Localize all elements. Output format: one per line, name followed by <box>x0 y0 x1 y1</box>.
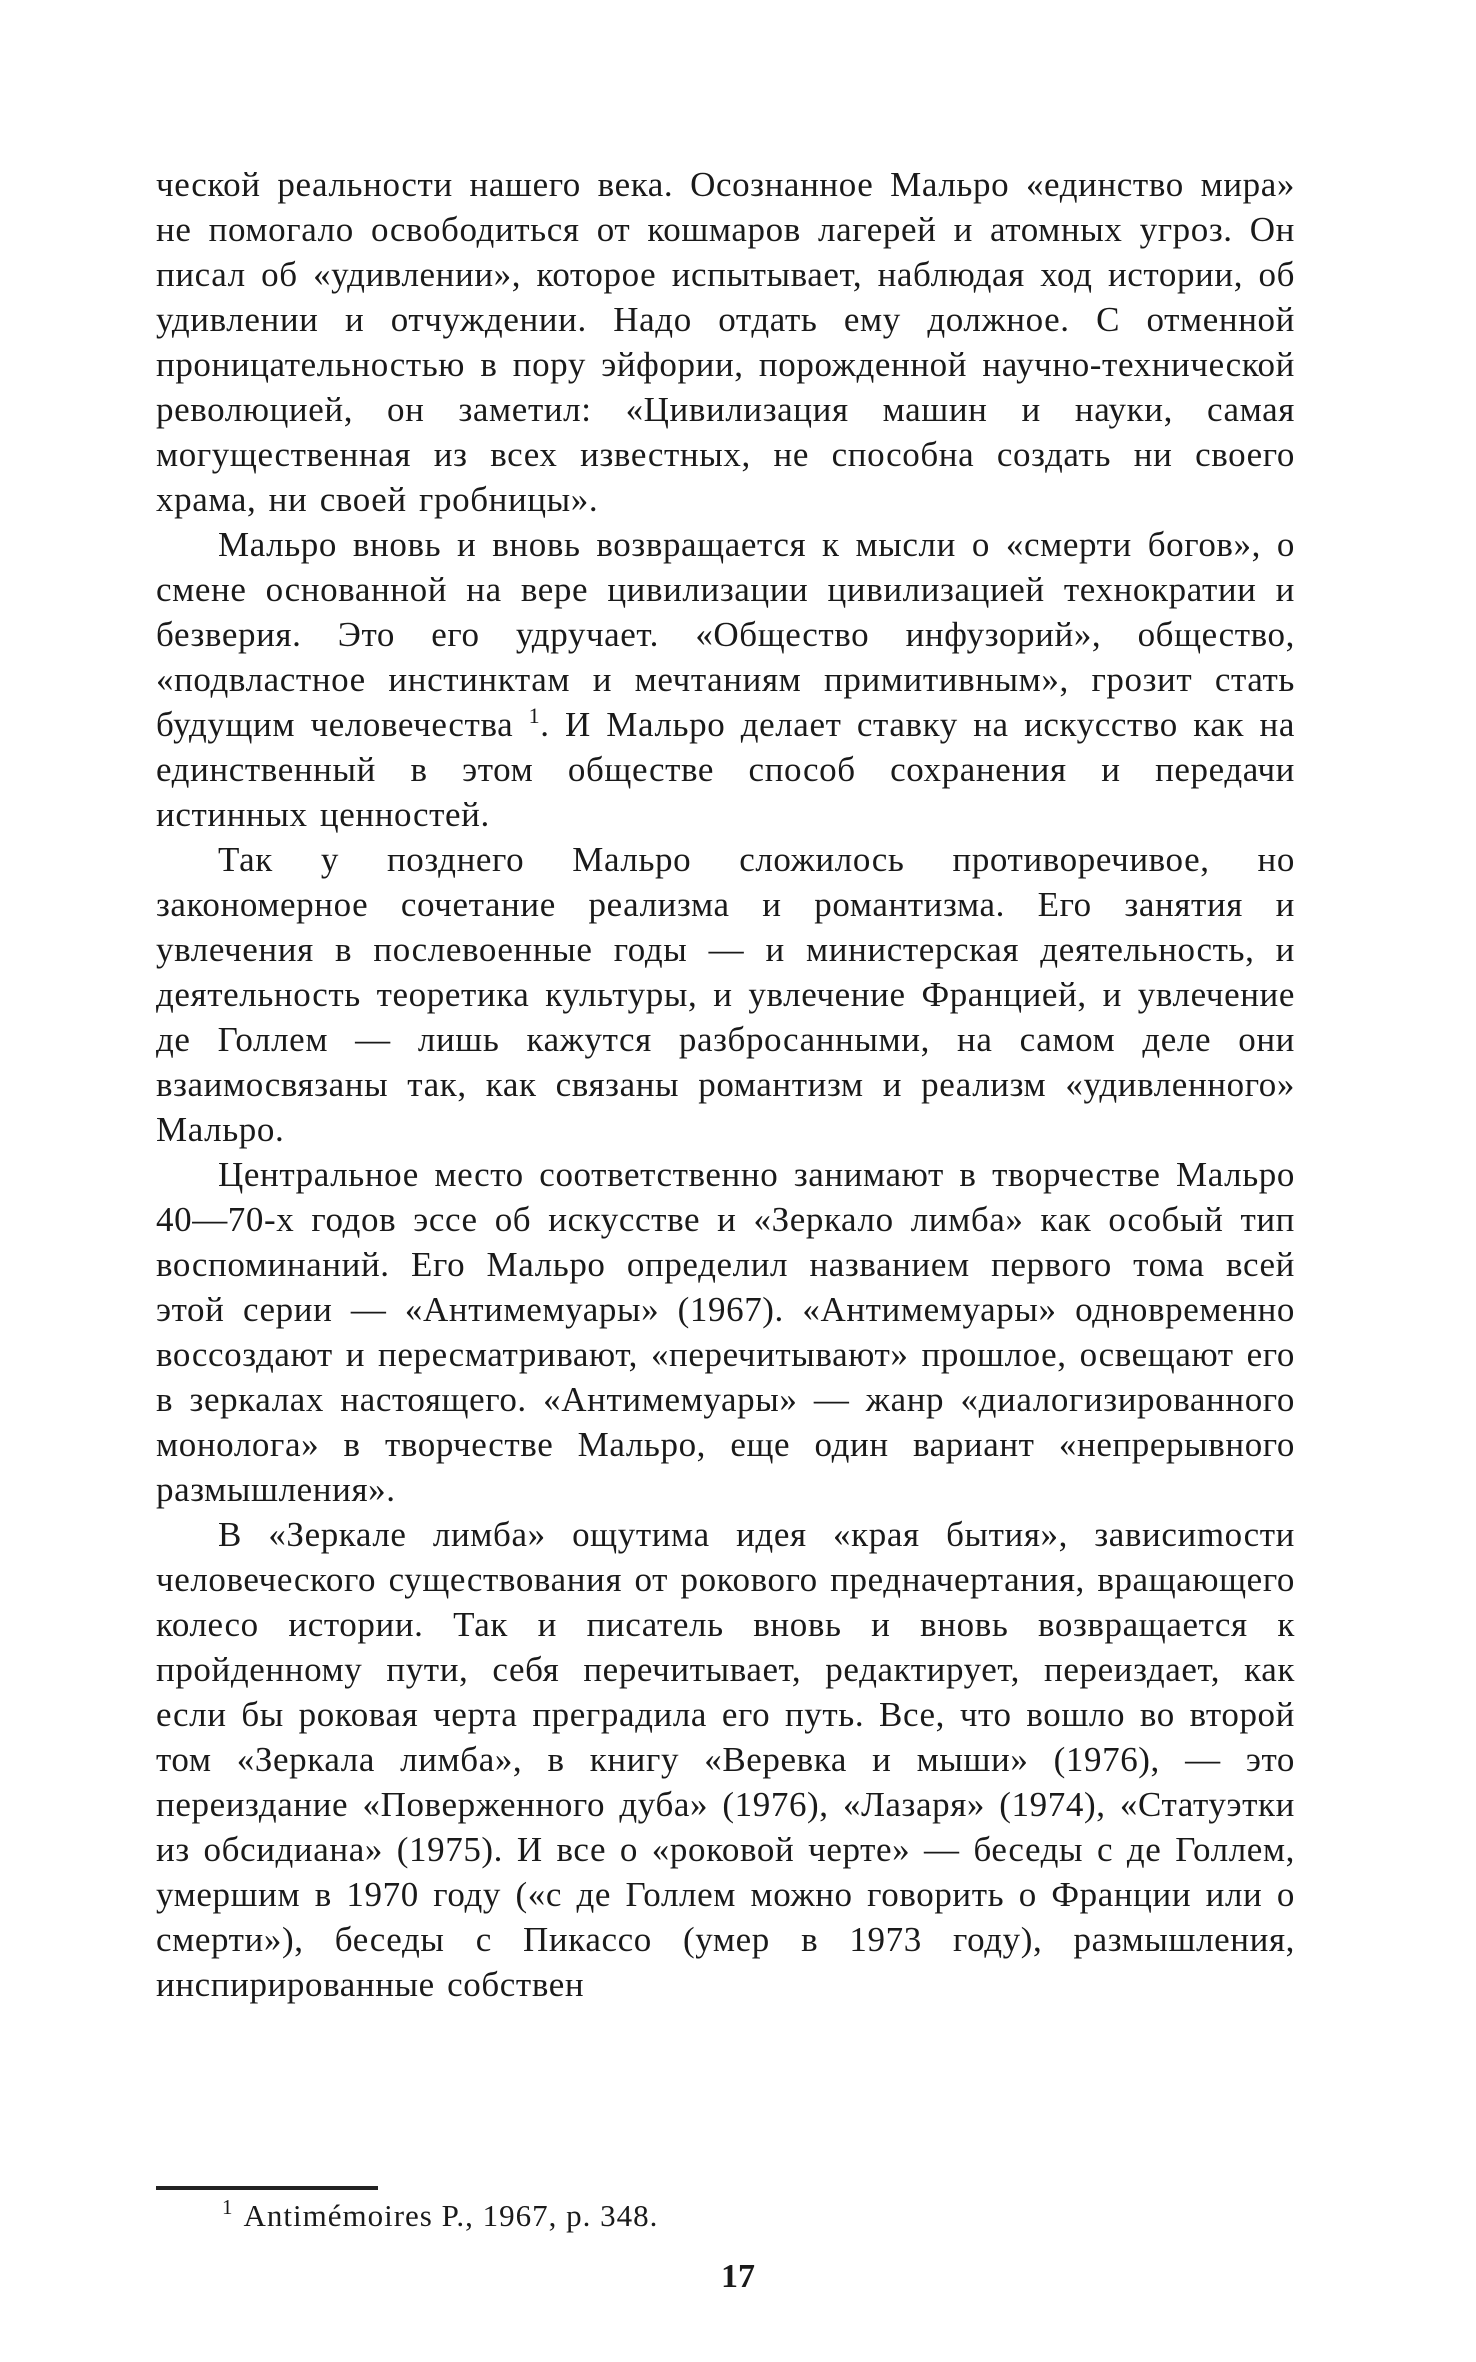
footnote-reference[interactable]: 1 <box>528 703 541 728</box>
paragraph-3: Так у позднего Мальро сложилось противоречивое, но закономерное сочетание реализма и романтизма. Его занятия и увлечения в послевоенные годы — и министерская деятельность, и деятельность теоретика культуры, и увлечение Францией, и увлечение де Голлем — лишь кажутся разбросанными, на самом деле они взаимосвязаны так, как связаны романтизм и реализм «удивленного» Мальро. <box>156 840 1295 1149</box>
paragraph-2-text-before-footnote: Мальро вновь и вновь возвращается к мысли о «смерти богов», о смене основанной на вере цивилизации цивилизацией технократии и безверия. Это его удручает. «Общество инфузорий», общество, «подвластное инстинктам и мечтаниям примитивным», грозит стать будущим человечества <box>156 525 1295 744</box>
paragraph-4: Центральное место соответственно занимают в творчестве Мальро 40—70-х годов эссе об искусстве и «Зеркало лимба» как особый тип воспоминаний. Его Мальро определил названием первого тома всей этой серии — «Антимемуары» (1967). «Антимемуары» одновременно воссоздают и пересматривают, «перечитывают» прошлое, освещают его в зеркалах настоящего. «Антимемуары» — жанр «диалогизированного монолога» в творчестве Мальро, еще один вариант «непрерывного размышления». <box>156 1155 1295 1509</box>
paragraph-5: В «Зеркале лимба» ощутима идея «края бытия», зависиmости человеческого существования от рокового предначертания, вращающего колесо истории. Так и писатель вновь и вновь возвращается к пройденному пути, себя перечитывает, редактирует, переиздает, как если бы роковая черта преградила его путь. Все, что вошло во второй том «Зеркала лимба», в книгу «Веревка и мыши» (1976), — это переиздание «Поверженного дуба» (1976), «Лазаря» (1974), «Статуэтки из обсидиана» (1975). И все о «роковой черте» — беседы с де Голлем, умершим в 1970 году («с де Голлем можно говорить о Франции или о смерти»), беседы с Пикассо (умер в 1973 году), размышления, инспирированные собствен <box>156 1515 1295 2004</box>
paragraph-1: ческой реальности нашего века. Осознанное Мальро «единство мира» не помогало освободиться от кошмаров лагерей и атомных угроз. Он писал об «удивлении», которое испытывает, наблюдая ход истории, об удивлении и отчуждении. Надо отдать ему должное. С отменной проницательностью в пору эйфории, порожденной научно-технической революцией, он заметил: «Цивилизация машин и науки, самая могущественная из всех известных, не способна создать ни своего храма, ни своей гробницы». <box>156 165 1295 519</box>
footnote-mark: 1 <box>222 2195 234 2219</box>
footnote-text: Antimémoires P., 1967, p. 348. <box>243 2198 659 2233</box>
page-number: 17 <box>721 2258 755 2295</box>
paragraph-2 <box>156 522 1295 837</box>
footnote <box>222 2196 658 2236</box>
page-body <box>156 162 1295 2007</box>
paragraph-2-text-after-footnote: . И Мальро делает ставку на искусство как на единственный в этом обществе способ сохранения и передачи истинных ценностей. <box>156 705 1295 834</box>
footnote-divider <box>156 2186 378 2190</box>
